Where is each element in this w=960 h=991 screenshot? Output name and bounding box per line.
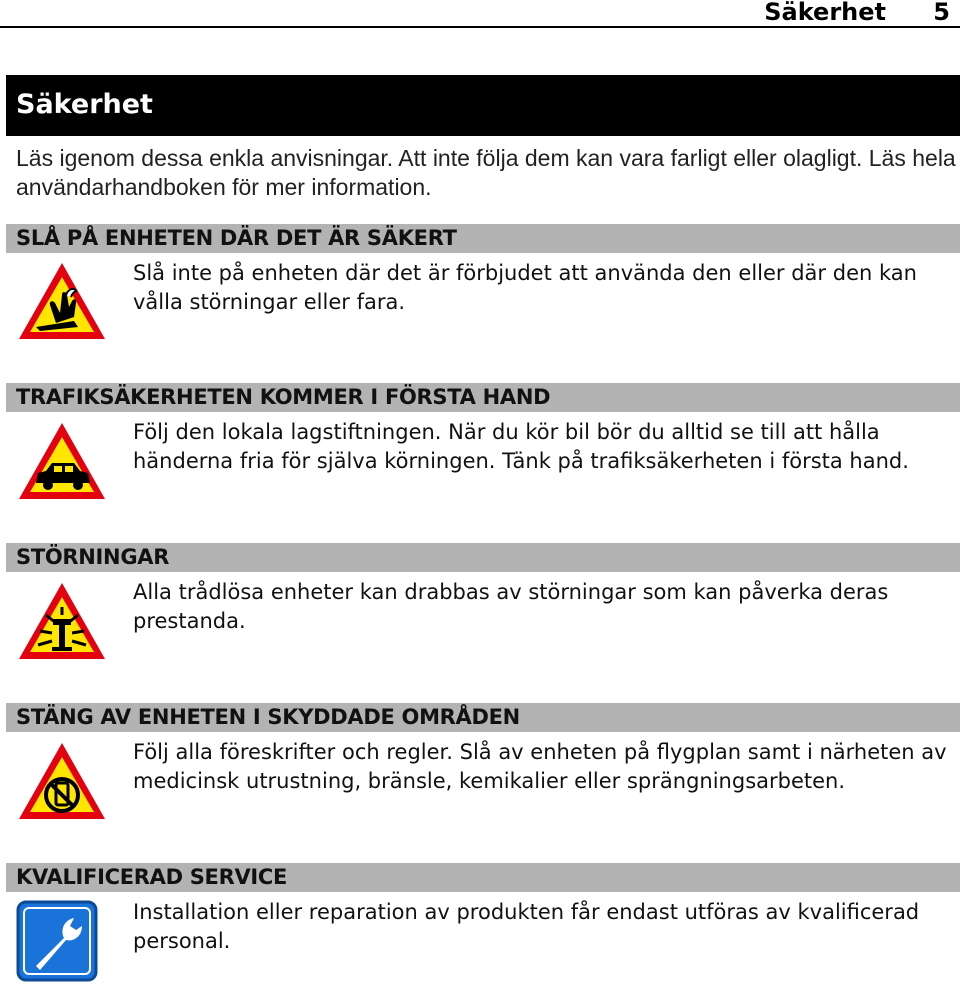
section-text: Slå inte på enheten där det är förbjudet att använda den eller där den kan vålla störningar eller fara.	[133, 261, 917, 314]
section-heading: KVALIFICERAD SERVICE	[16, 865, 288, 889]
chapter-title-bar	[6, 75, 960, 136]
running-header-title: Säkerhet	[764, 0, 886, 26]
section-heading-bar	[6, 383, 960, 412]
section-text: Följ den lokala lagstiftningen. När du kör bil bör du alltid se till att hålla händerna fria för själva körningen. Tänk på trafiksäkerheten i första hand.	[133, 420, 909, 473]
no-phone-warning-icon	[16, 739, 108, 823]
wrench-service-icon	[16, 900, 98, 982]
section-heading-bar	[6, 224, 960, 253]
section-heading: STÄNG AV ENHETEN I SKYDDADE OMRÅDEN	[16, 705, 520, 729]
interference-warning-icon	[16, 579, 108, 663]
intro-paragraph: Läs igenom dessa enkla anvisningar. Att inte följa dem kan vara farligt eller olagligt. Läs hela användarhandboken för mer information.	[16, 145, 956, 200]
section-heading: TRAFIKSÄKERHETEN KOMMER I FÖRSTA HAND	[16, 385, 551, 409]
section-text: Installation eller reparation av produkten får endast utföras av kvalificerad personal.	[133, 900, 920, 953]
switch-on-hand-warning-icon	[16, 259, 108, 343]
running-header	[0, 0, 960, 28]
chapter-title: Säkerhet	[16, 89, 153, 120]
car-warning-icon	[16, 419, 108, 503]
section-heading: STÖRNINGAR	[16, 545, 170, 569]
page-number: 5	[933, 0, 950, 26]
section-text: Följ alla föreskrifter och regler. Slå av enheten på flygplan samt i närheten av medicinsk utrustning, bränsle, kemikalier eller sprängningsarbeten.	[133, 740, 947, 793]
section-heading-bar	[6, 543, 960, 572]
section-heading: SLÅ PÅ ENHETEN DÄR DET ÄR SÄKERT	[16, 226, 457, 250]
section-heading-bar	[6, 863, 960, 892]
section-heading-bar	[6, 703, 960, 732]
section-text: Alla trådlösa enheter kan drabbas av störningar som kan påverka deras prestanda.	[133, 580, 889, 633]
